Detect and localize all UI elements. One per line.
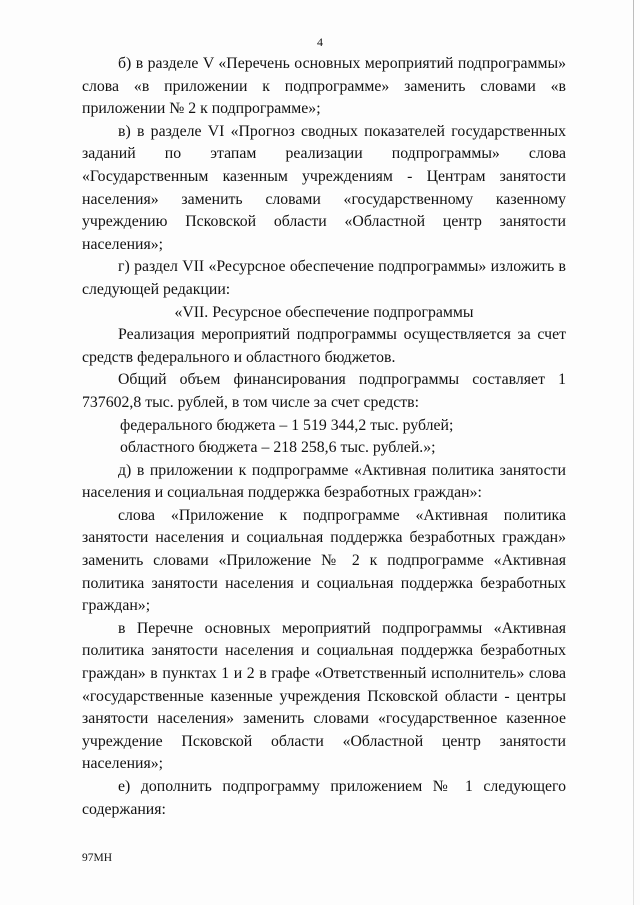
page-edge-shadow [633,0,634,905]
paragraph-total-financing: Общий объем финансирования подпрограммы составляет 1 737602,8 тыс. рублей, в том числе за счет средств: [82,371,566,411]
document-body [82,53,566,821]
paragraph-e: е) дополнить подпрограмму приложением № 1 следующего содержания: [82,778,566,818]
paragraph-implementation: Реализация мероприятий подпрограммы осуществляется за счет средств федерального и областного бюджетов. [82,326,566,366]
paragraph-words-replace: слова «Приложение к подпрограмме «Активная политика занятости населения и социальная поддержка безработных граждан» заменить словами «Приложение № 2 к подпрограмме «Активная политика занятости населения и социальная поддержка безработных граждан»; [82,506,566,615]
paragraph-list-replace: в Перечне основных мероприятий подпрограммы «Активная политика занятости населения и социальная поддержка безработных граждан» в пунктах 1 и 2 в графе «Ответственный исполнитель» слова «государственные казенные учреждения Псковской области - центры занятости населения» заменить словами «государственное казенное учреждение Псковской области «Областной центр занятости населения»; [82,619,566,773]
paragraph-g: г) раздел VII «Ресурсное обеспечение подпрограммы» изложить в следующей редакции: [82,258,566,298]
paragraph-b: б) в разделе V «Перечень основных мероприятий подпрограммы» слова «в приложении к подпрограмме» заменить словами «в приложении № 2 к подпрограмме»; [82,55,566,118]
paragraph-d: д) в приложении к подпрограмме «Активная политика занятости населения и социальная поддержка безработных граждан»: [82,461,566,502]
paragraph-v: в) в разделе VI «Прогноз сводных показателей государственных заданий по этапам реализации подпрограммы» слова «Государственным казенным учреждениям - Центрам занятости населения» заменить словами «государственному казенному учреждению Псковской области «Областной центр занятости населения»; [82,122,566,253]
federal-budget-line: федерального бюджета – 1 519 344,2 тыс. рублей; [120,416,454,434]
document-code: 97МН [82,852,113,864]
page-number: 4 [317,35,323,49]
regional-budget-line: областного бюджета – 218 258,6 тыс. рублей.»; [120,439,436,457]
section-heading: «VII. Ресурсное обеспечение подпрограммы [174,303,474,321]
